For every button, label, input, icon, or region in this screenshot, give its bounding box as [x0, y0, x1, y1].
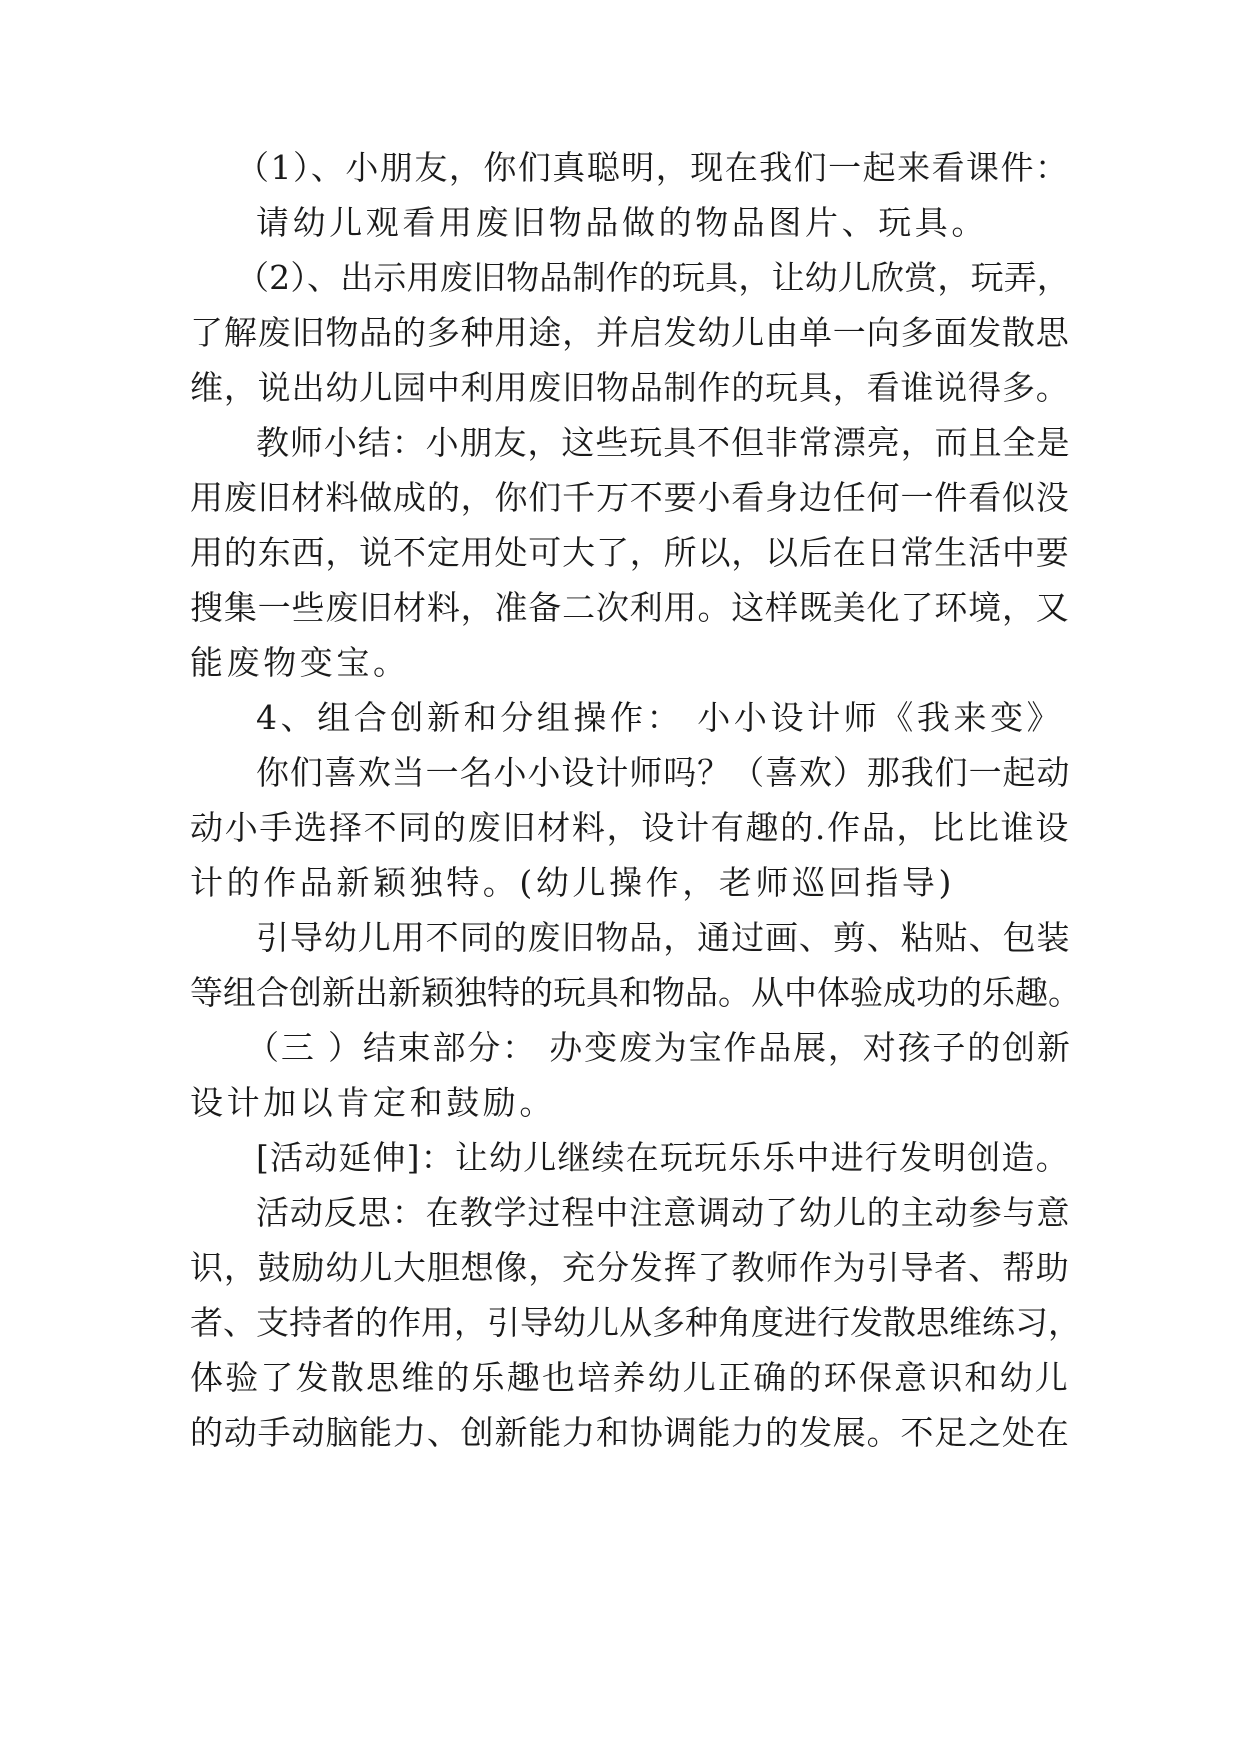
text-line: 者、支持者的作用，引导幼儿从多种角度进行发散思维练习， — [190, 1303, 1081, 1342]
text-line: 设计加以肯定和鼓励。 — [190, 1083, 556, 1122]
text-line: 体验了发散思维的乐趣也培养幼儿正确的环保意识和幼儿 — [190, 1358, 1070, 1397]
text-line: （三 ）结束部分： 办变废为宝作品展，对孩子的创新 — [246, 1028, 1072, 1067]
text-line: 动小手选择不同的废旧材料，设计有趣的.作品，比比谁设 — [190, 808, 1071, 847]
text-line: 能废物变宝。 — [190, 643, 410, 682]
text-line: 引导幼儿用不同的废旧物品，通过画、剪、粘贴、包装 — [256, 918, 1071, 957]
text-line: 了解废旧物品的多种用途，并启发幼儿由单一向多面发散思 — [190, 313, 1070, 352]
text-line: [活动延伸]：让幼儿继续在玩玩乐乐中进行发明创造。 — [256, 1138, 1070, 1177]
text-line: 请幼儿观看用废旧物品做的物品图片、玩具。 — [256, 203, 988, 242]
text-line: 用废旧材料做成的，你们千万不要小看身边任何一件看似没 — [190, 478, 1070, 517]
text-line: 活动反思：在教学过程中注意调动了幼儿的主动参与意 — [256, 1193, 1071, 1232]
text-line: 维，说出幼儿园中利用废旧物品制作的玩具，看谁说得多。 — [190, 368, 1070, 407]
text-line: 搜集一些废旧材料，准备二次利用。这样既美化了环境，又 — [190, 588, 1070, 627]
text-line: 识，鼓励幼儿大胆想像，充分发挥了教师作为引导者、帮助 — [190, 1248, 1070, 1287]
text-line: 的动手动脑能力、创新能力和协调能力的发展。不足之处在 — [190, 1413, 1070, 1452]
text-line: （1）、小朋友，你们真聪明，现在我们一起来看课件： — [236, 148, 1070, 187]
text-line: 教师小结：小朋友，这些玩具不但非常漂亮，而且全是 — [256, 423, 1071, 462]
text-line: 等组合创新出新颖独特的玩具和物品。从中体验成功的乐趣。 — [190, 973, 1081, 1012]
text-line: 4、组合创新和分组操作： 小小设计师《我来变》 — [256, 698, 1064, 737]
text-line: 你们喜欢当一名小小设计师吗？（喜欢）那我们一起动 — [256, 753, 1071, 792]
text-line: （2）、出示用废旧物品制作的玩具，让幼儿欣赏，玩弄， — [236, 258, 1071, 297]
text-line: 用的东西，说不定用处可大了，所以，以后在日常生活中要 — [190, 533, 1070, 572]
text-line: 计的作品新颖独特。(幼儿操作，老师巡回指导) — [190, 863, 955, 902]
